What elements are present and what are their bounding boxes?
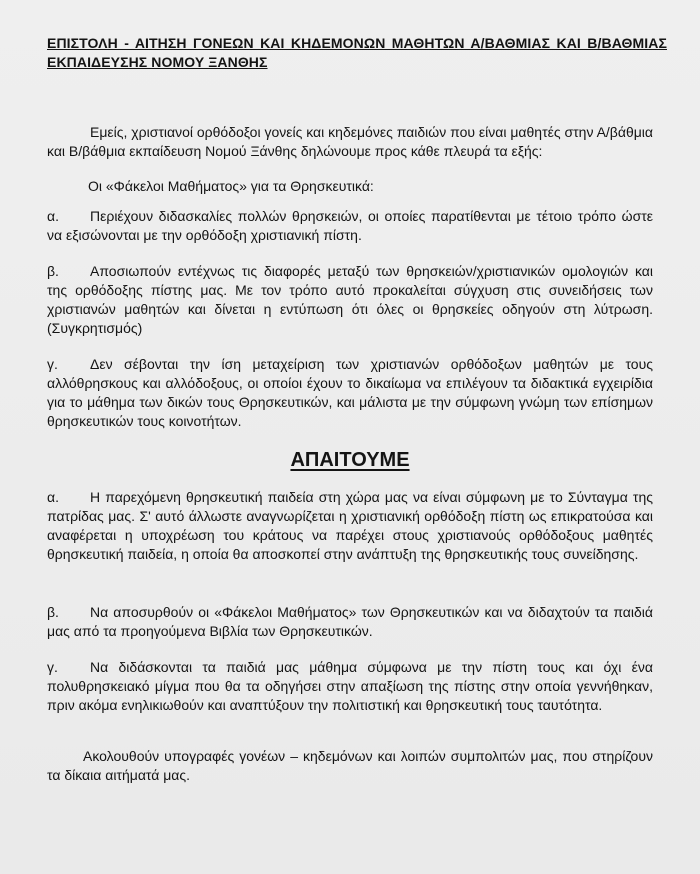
demand-letter: β.	[47, 604, 59, 620]
demand-item-a	[47, 488, 653, 564]
demand-item-b	[47, 603, 653, 641]
demand-letter: γ.	[47, 659, 58, 675]
demand-item-c	[47, 658, 653, 715]
demands-heading-text: ΑΠΑΙΤΟΥΜΕ	[290, 449, 410, 471]
demand-letter: α.	[47, 489, 59, 505]
demand-text: Η παρεχόμενη θρησκευτική παιδεία στη χώρα μας να είναι σύμφωνη με το Σύνταγμα της πατρίδας μας. Σ' αυτό άλλωστε αναγνωρίζεται η χριστιανική ορθόδοξη πίστη ως επικρατούσα και αναφέρεται η υποχρέωση του κράτους να παρέχει στους χριστιανούς ορθόδοξους μαθητές θρησκευτική παιδεία, η οποία θα αποσκοπεί στην ανάπτυξη της θρησκευτικής τους συνείδησης.	[47, 489, 653, 562]
point-item-c	[47, 355, 653, 431]
demands-heading	[0, 448, 700, 472]
document-title: ΕΠΙΣΤΟΛΗ - ΑΙΤΗΣΗ ΓΟΝΕΩΝ ΚΑΙ ΚΗΔΕΜΟΝΩΝ ΜΑΘΗΤΩΝ Α/ΒΑΘΜΙΑΣ ΚΑΙ Β/ΒΑΘΜΙΑΣ ΕΚΠΑΙΔΕΥΣΗΣ ΝΟΜΟΥ ΞΑΝΘΗΣ	[47, 35, 667, 70]
point-text: Αποσιωπούν εντέχνως τις διαφορές μεταξύ των θρησκειών/χριστιανικών ομολογιών και της ορθόδοξης πίστης μας. Με τον τρόπο αυτό προκαλείται σύγχυση στις συνειδήσεις των χριστιανών μαθητών και δίνεται η εντύπωση ότι όλες οι θρησκείες οδηγούν στη λύτρωση. (Συγκρητισμός)	[47, 263, 653, 336]
point-text: Περιέχουν διδασκαλίες πολλών θρησκειών, οι οποίες παρατίθενται με τέτοιο τρόπο ώστε να εξισώνονται με την ορθόδοξη χριστιανική πίστη.	[47, 208, 653, 243]
point-item-b	[47, 262, 653, 338]
point-item-a	[47, 207, 653, 245]
closing-paragraph: Ακολουθούν υπογραφές γονέων – κηδεμόνων και λοιπών συμπολιτών μας, που στηρίζουν τα δίκαια αιτήματά μας.	[47, 748, 653, 783]
intro-paragraph: Εμείς, χριστιανοί ορθόδοξοι γονείς και κηδεμόνες παιδιών που είναι μαθητές στην Α/βάθμια και Β/βάθμια εκπαίδευση Νομού Ξάνθης δηλώνουμε προς κάθε πλευρά τα εξής:	[47, 124, 653, 159]
sub-intro-line: Οι «Φάκελοι Μαθήματος» για τα Θρησκευτικά:	[88, 178, 374, 194]
point-letter: α.	[47, 208, 59, 224]
point-letter: γ.	[47, 356, 58, 372]
point-text: Δεν σέβονται την ίση μεταχείριση των χριστιανών ορθόδοξων μαθητών με τους αλλόθρησκους και αλλόδοξους, οι οποίοι έχουν το δικαίωμα να επιλέγουν τα διδακτικά εγχειρίδια για το μάθημα των δικών τους Θρησκευτικών, και μάλιστα με την σύμφωνη γνώμη των επίσημων θρησκευτικών τους κοινοτήτων.	[47, 356, 653, 429]
demand-text: Να διδάσκονται τα παιδιά μας μάθημα σύμφωνα με την πίστη τους και όχι ένα πολυθρησκειακό μίγμα που θα τα οδηγήσει στην απαξίωση της πίστης στην οποία γεννήθηκαν, πριν ακόμα ενηλικιωθούν και αναπτύξουν την πολιτιστική και θρησκευτική τους ταυτότητα.	[47, 659, 653, 713]
point-letter: β.	[47, 263, 59, 279]
demand-text: Να αποσυρθούν οι «Φάκελοι Μαθήματος» των Θρησκευτικών και να διδαχτούν τα παιδιά μας από τα προηγούμενα Βιβλία των Θρησκευτικών.	[47, 604, 653, 639]
